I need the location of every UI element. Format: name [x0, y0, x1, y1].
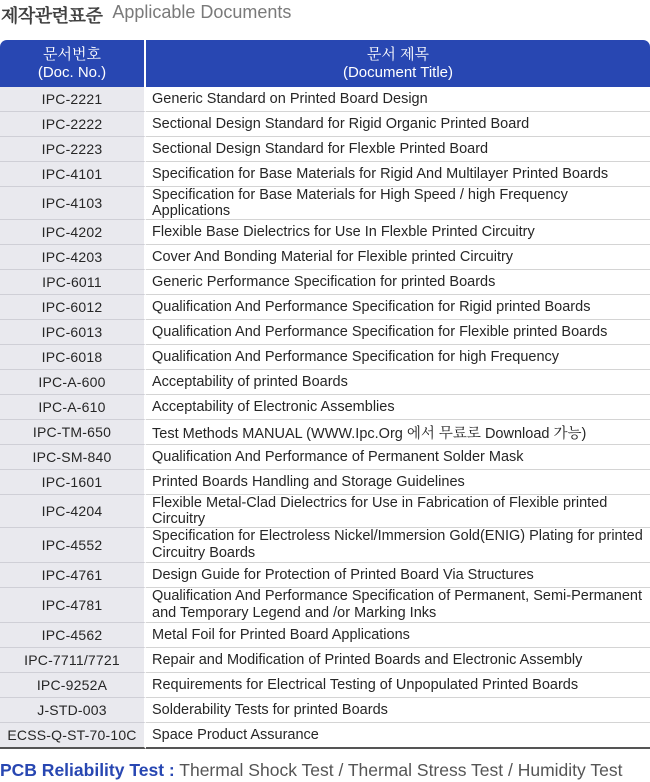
doc-title-cell: Sectional Design Standard for Rigid Organic Printed Board: [146, 112, 650, 137]
doc-number-cell: IPC-4781: [0, 588, 146, 623]
table-row: [0, 445, 650, 470]
doc-number-cell: IPC-A-610: [0, 395, 146, 420]
doc-number-cell: IPC-4101: [0, 162, 146, 187]
doc-no-header: [0, 40, 146, 87]
section-heading: [0, 0, 650, 40]
table-row: [0, 588, 650, 623]
doc-title-header-ko: 문서 제목: [366, 45, 430, 63]
doc-title-header: [146, 40, 650, 87]
doc-number-cell: IPC-2223: [0, 137, 146, 162]
doc-number-cell: IPC-A-600: [0, 370, 146, 395]
table-row: [0, 723, 650, 749]
doc-title-cell: Qualification And Performance Specification for high Frequency: [146, 345, 650, 370]
doc-title-header-en: (Document Title): [342, 63, 454, 81]
doc-number-cell: J-STD-003: [0, 698, 146, 723]
doc-title-cell: Printed Boards Handling and Storage Guidelines: [146, 470, 650, 495]
table-row: [0, 395, 650, 420]
doc-title-cell: Generic Standard on Printed Board Design: [146, 87, 650, 112]
table-row: [0, 370, 650, 395]
doc-number-cell: IPC-4552: [0, 528, 146, 563]
doc-number-cell: IPC-6012: [0, 295, 146, 320]
table-row: [0, 528, 650, 563]
doc-title-cell: Generic Performance Specification for printed Boards: [146, 270, 650, 295]
table-row: [0, 295, 650, 320]
doc-number-cell: IPC-6013: [0, 320, 146, 345]
doc-number-cell: IPC-2222: [0, 112, 146, 137]
table-row: [0, 673, 650, 698]
doc-title-cell: Test Methods MANUAL (WWW.Ipc.Org 에서 무료로 Download 가능): [146, 420, 650, 445]
doc-number-cell: IPC-4204: [0, 495, 146, 528]
doc-title-cell: Requirements for Electrical Testing of Unpopulated Printed Boards: [146, 673, 650, 698]
doc-number-cell: IPC-SM-840: [0, 445, 146, 470]
doc-title-cell: Space Product Assurance: [146, 723, 650, 749]
table-row: [0, 220, 650, 245]
doc-number-cell: IPC-4103: [0, 187, 146, 220]
doc-number-cell: IPC-4761: [0, 563, 146, 588]
doc-number-cell: IPC-7711/7721: [0, 648, 146, 673]
doc-no-header-ko: 문서번호: [43, 45, 101, 63]
doc-title-cell: Qualification And Performance Specification for Flexible printed Boards: [146, 320, 650, 345]
table-row: [0, 623, 650, 648]
doc-title-cell: Specification for Base Materials for High Speed / high Frequency Applications: [146, 187, 650, 220]
table-row: [0, 137, 650, 162]
table-row: [0, 698, 650, 723]
reliability-test-line: [0, 760, 622, 781]
doc-number-cell: IPC-9252A: [0, 673, 146, 698]
doc-title-cell: Acceptability of Electronic Assemblies: [146, 395, 650, 420]
doc-title-cell: Metal Foil for Printed Board Applications: [146, 623, 650, 648]
table-row: [0, 245, 650, 270]
table-header-row: [0, 40, 650, 87]
doc-number-cell: IPC-TM-650: [0, 420, 146, 445]
table-row: [0, 187, 650, 220]
doc-title-cell: Qualification And Performance Specification of Permanent, Semi-Permanent and Temporary Legend and /or Marking Inks: [146, 588, 650, 623]
heading-korean: 제작관련표준: [1, 6, 103, 27]
doc-number-cell: IPC-2221: [0, 87, 146, 112]
doc-title-cell: Cover And Bonding Material for Flexible printed Circuitry: [146, 245, 650, 270]
table-row: [0, 320, 650, 345]
doc-title-cell: Repair and Modification of Printed Boards and Electronic Assembly: [146, 648, 650, 673]
heading-english: Applicable Documents: [112, 2, 292, 22]
documents-table: [0, 40, 650, 749]
doc-title-cell: Acceptability of printed Boards: [146, 370, 650, 395]
table-row: [0, 495, 650, 528]
doc-number-cell: IPC-1601: [0, 470, 146, 495]
doc-title-cell: Qualification And Performance Specification for Rigid printed Boards: [146, 295, 650, 320]
table-row: [0, 270, 650, 295]
doc-number-cell: IPC-6018: [0, 345, 146, 370]
table-row: [0, 648, 650, 673]
doc-title-cell: Solderability Tests for printed Boards: [146, 698, 650, 723]
doc-no-header-en: (Doc. No.): [37, 63, 107, 81]
doc-title-cell: Flexible Metal-Clad Dielectrics for Use in Fabrication of Flexible printed Circuitry: [146, 495, 650, 528]
doc-title-cell: Qualification And Performance of Permanent Solder Mask: [146, 445, 650, 470]
table-row: [0, 563, 650, 588]
reliability-test-label: PCB Reliability Test :: [0, 760, 175, 780]
doc-number-cell: IPC-6011: [0, 270, 146, 295]
table-row: [0, 470, 650, 495]
doc-number-cell: IPC-4202: [0, 220, 146, 245]
doc-number-cell: IPC-4203: [0, 245, 146, 270]
doc-title-cell: Design Guide for Protection of Printed Board Via Structures: [146, 563, 650, 588]
doc-title-cell: Specification for Electroless Nickel/Immersion Gold(ENIG) Plating for printed Circuitry Boards: [146, 528, 650, 563]
table-row: [0, 112, 650, 137]
doc-number-cell: ECSS-Q-ST-70-10C: [0, 723, 146, 749]
doc-title-cell: Specification for Base Materials for Rigid And Multilayer Printed Boards: [146, 162, 650, 187]
doc-number-cell: IPC-4562: [0, 623, 146, 648]
table-row: [0, 87, 650, 112]
doc-title-cell: Sectional Design Standard for Flexble Printed Board: [146, 137, 650, 162]
table-row: [0, 420, 650, 445]
table-row: [0, 162, 650, 187]
reliability-test-list: Thermal Shock Test / Thermal Stress Test / Humidity Test: [179, 760, 623, 780]
table-row: [0, 345, 650, 370]
doc-title-cell: Flexible Base Dielectrics for Use In Flexble Printed Circuitry: [146, 220, 650, 245]
